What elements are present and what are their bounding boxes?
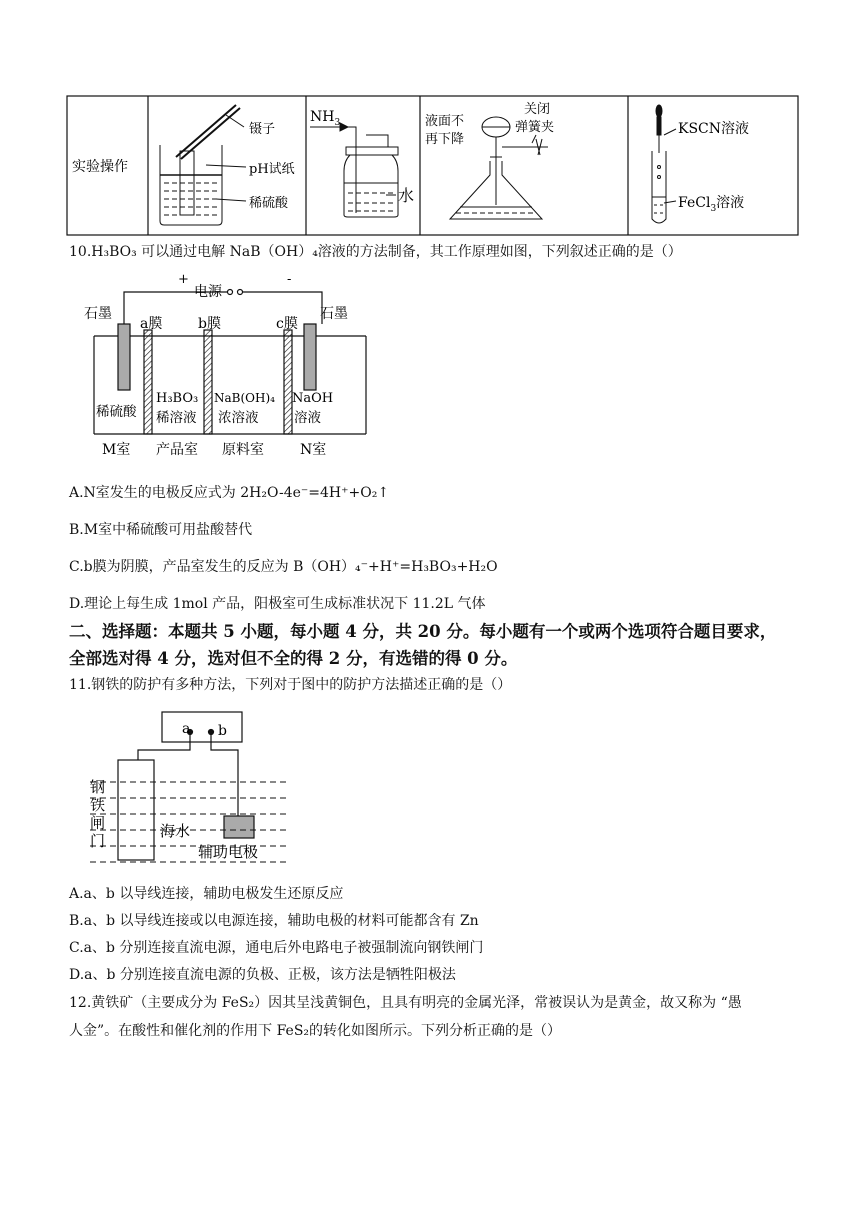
- room-raw: 原料室: [222, 442, 264, 458]
- aux-electrode-label: 辅助电极: [198, 843, 259, 861]
- solution-product-2: 稀溶液: [156, 410, 197, 426]
- power-label: 电源: [194, 284, 222, 300]
- room-m: M室: [102, 442, 131, 458]
- seawater-label: 海水: [160, 822, 191, 840]
- experiment-table: [66, 95, 800, 237]
- label-ph-paper: pH试纸: [249, 162, 295, 177]
- solution-n-2: 溶液: [294, 410, 321, 426]
- right-electrode-label: 石墨: [320, 306, 348, 322]
- label-clamp-1: 关闭: [524, 102, 551, 117]
- steel-gate-figure: [78, 706, 300, 870]
- section2-heading-line2: 全部选对得 4 分，选对但不全的得 2 分，有选错的得 0 分。: [69, 649, 518, 668]
- q10-option-b: B.M室中稀硫酸可用盐酸替代: [69, 522, 253, 538]
- room-product: 产品室: [156, 442, 198, 458]
- solution-n-1: NaOH: [292, 391, 334, 406]
- membrane-c-label: c膜: [276, 316, 298, 332]
- gate-char-4: 门: [90, 832, 106, 850]
- terminal-b: b: [218, 723, 227, 739]
- solution-product-1: H₃BO₃: [156, 391, 199, 406]
- test-tube-figure: [652, 105, 676, 223]
- label-nh3: $NH_3$: [310, 109, 341, 128]
- membrane-b-label: b膜: [198, 316, 221, 332]
- label-liquid-2: 再下降: [425, 132, 465, 147]
- gate-char-2: 铁: [90, 796, 106, 814]
- q11-option-a: A.a、b 以导线连接，辅助电极发生还原反应: [69, 886, 344, 902]
- gate-char-1: 钢: [90, 778, 106, 796]
- solution-m-label: 稀硫酸: [96, 404, 137, 420]
- row-label: 实验操作: [72, 159, 128, 175]
- label-water: 水: [398, 186, 415, 205]
- label-fecl3: FeCl$_3$溶液: [678, 195, 745, 214]
- q12-line1: 12.黄铁矿（主要成分为 FeS₂）因其呈浅黄铜色，且具有明亮的金属光泽，常被误认为是黄金，故又称为 “愚: [69, 995, 742, 1011]
- terminal-a: a: [182, 721, 191, 737]
- section2-heading-line1: 二、选择题：本题共 5 小题，每小题 4 分，共 20 分。每小题有一个或两个选项符合题目要求，: [69, 622, 777, 641]
- left-electrode-label: 石墨: [84, 306, 112, 322]
- q10-option-d: D.理论上每生成 1mol 产品，阳极室可生成标准状况下 11.2L 气体: [69, 596, 486, 612]
- q11-option-b: B.a、b 以导线连接或以电源连接，辅助电极的材料可能都含有 Zn: [69, 913, 479, 929]
- membrane-a-label: a膜: [140, 316, 163, 332]
- electrolysis-cell-figure: [80, 268, 380, 463]
- label-clamp-2: 弹簧夹: [515, 120, 555, 135]
- minus-sign: -: [287, 272, 292, 287]
- label-dilute-acid: 稀硫酸: [249, 196, 289, 211]
- q12-line2: 人金”。在酸性和催化剂的作用下 FeS₂的转化如图所示。下列分析正确的是（）: [69, 1023, 562, 1039]
- q11-stem: 11.钢铁的防护有多种方法，下列对于图中的防护方法描述正确的是（）: [69, 677, 512, 693]
- label-kscn: KSCN溶液: [678, 121, 750, 137]
- q10-option-a: A.N室发生的电极反应式为 2H₂O-4e⁻=4H⁺+O₂↑: [69, 485, 390, 501]
- room-n: N室: [300, 442, 327, 458]
- gas-bottle-figure: [310, 123, 398, 217]
- q10-stem: 10.H₃BO₃ 可以通过电解 NaB（OH）₄溶液的方法制备，其工作原理如图，下列叙述正确的是（）: [69, 244, 682, 260]
- beaker-ph-figure: [160, 105, 246, 225]
- label-liquid-1: 液面不: [425, 114, 465, 129]
- q11-option-d: D.a、b 分别连接直流电源的负极、正极，该方法是牺牲阳极法: [69, 967, 456, 983]
- solution-raw-2: 浓溶液: [218, 410, 259, 426]
- gate-char-3: 闸: [90, 814, 106, 832]
- q10-option-c: C.b膜为阴膜，产品室发生的反应为 B（OH）₄⁻+H⁺=H₃BO₃+H₂O: [69, 559, 498, 575]
- label-tweezers: 镊子: [249, 122, 276, 137]
- q11-option-c: C.a、b 分别连接直流电源，通电后外电路电子被强制流向钢铁闸门: [69, 940, 484, 956]
- solution-raw-1: NaB(OH)₄: [214, 391, 275, 405]
- plus-sign: +: [178, 272, 189, 287]
